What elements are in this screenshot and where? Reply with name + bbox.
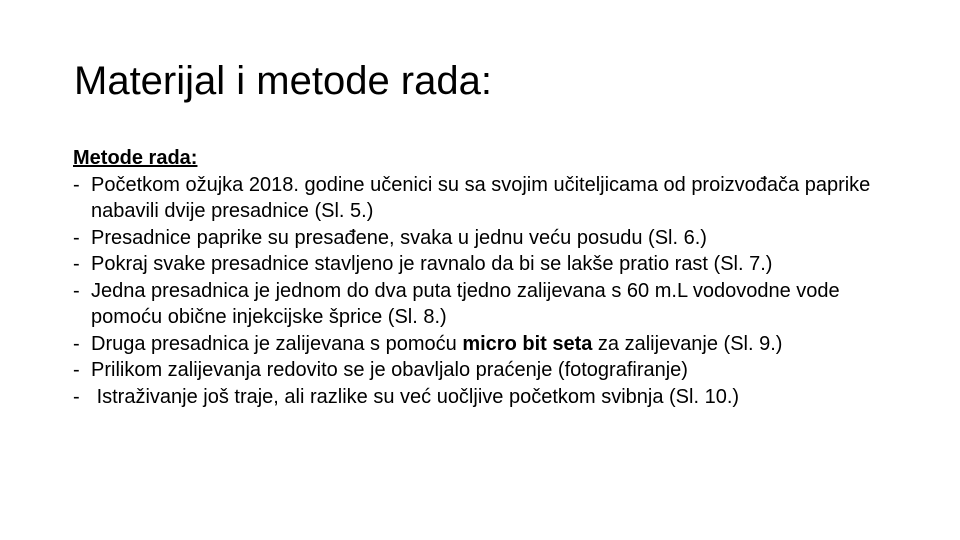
slide-title: Materijal i metode rada: xyxy=(74,59,492,103)
slide-body xyxy=(72,145,912,410)
list-item xyxy=(72,278,912,331)
list-item xyxy=(72,331,912,358)
bullet-dash: - xyxy=(73,359,80,381)
bullet-dash: - xyxy=(73,226,80,249)
list-item xyxy=(72,384,912,411)
list-item-text-after: za zalijevanje (Sl. 9.) xyxy=(592,332,783,355)
list-item-text: Pokraj svake presadnice stavljeno je ravnalo da bi se lakše pratio rast (Sl. 7.) xyxy=(91,253,773,275)
list-item-text xyxy=(91,331,912,358)
bullet-list xyxy=(72,172,912,411)
list-item-text: Prilikom zalijevanja redovito se je obavljalo praćenje (fotografiranje) xyxy=(91,359,688,381)
list-item xyxy=(72,172,912,225)
list-item-text: Istraživanje još traje, ali razlike su već uočljive početkom svibnja (Sl. 10.) xyxy=(91,385,740,408)
list-item xyxy=(72,251,912,278)
section-subheading: Metode rada: xyxy=(73,147,198,169)
list-item-text-before: Druga presadnica je zalijevana s pomoću xyxy=(91,332,463,355)
list-item xyxy=(72,225,912,252)
bullet-dash: - xyxy=(73,279,80,302)
list-item-text: Presadnice paprike su presađene, svaka u jednu veću posudu (Sl. 6.) xyxy=(91,226,707,249)
bullet-dash: - xyxy=(73,385,80,408)
bullet-dash: - xyxy=(73,332,80,355)
list-item xyxy=(72,357,912,384)
list-item-bold-text: micro bit seta xyxy=(462,332,593,355)
bullet-dash: - xyxy=(73,173,80,196)
list-item-text: Jedna presadnica je jednom do dva puta tjedno zalijevana s 60 m.L vodovodne vode pomoću obične injekcijske šprice (Sl. 8.) xyxy=(91,279,840,328)
list-item-text: Početkom ožujka 2018. godine učenici su sa svojim učiteljicama od proizvođača paprike nabavili dvije presadnice (Sl. 5.) xyxy=(91,173,871,222)
bullet-dash: - xyxy=(73,253,80,275)
